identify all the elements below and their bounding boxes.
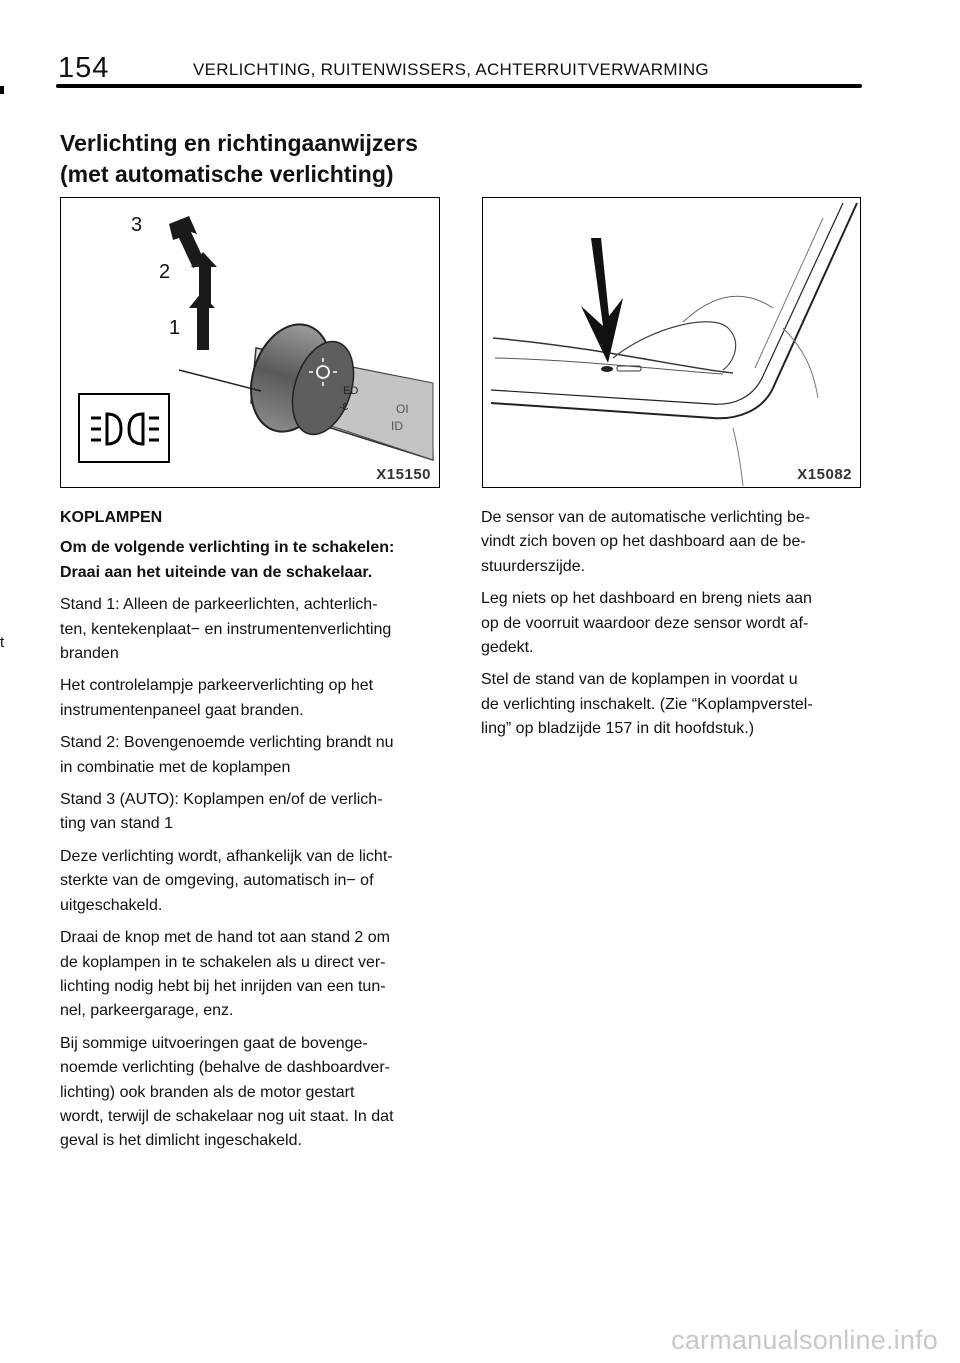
- paragraph: Stand 3 (AUTO): Koplampen en/of de verlich- ting van stand 1: [60, 791, 383, 833]
- paragraph: De sensor van de automatische verlichting be- vindt zich boven op het dashboard aan de be- stuurderszijde.: [481, 509, 811, 575]
- right-column: [481, 506, 863, 750]
- instruction-text: Om de volgende verlichting in te schakelen: Draai aan het uiteinde van de schakelaar.: [60, 539, 395, 581]
- paragraph: Draai de knop met de hand tot aan stand 2 om de koplampen in te schakelen als u direct ver- lichting nodig hebt bij het inrijden van een tun- nel, parkeergarage, enz.: [60, 929, 390, 1020]
- paragraph: Stel de stand van de koplampen in voordat u de verlichting inschakelt. (Zie “Koplampverstel- ling” op bladzijde 157 in dit hoofdstuk.): [481, 671, 813, 738]
- left-column: [60, 506, 442, 1162]
- figure-dashboard-sensor: [482, 197, 861, 488]
- paragraph: Het controlelampje parkeerverlichting op het instrumentenpaneel gaat branden.: [60, 677, 374, 719]
- svg-text:OI: OI: [396, 402, 409, 416]
- arrow-label-3: 3: [131, 214, 143, 236]
- arrow-label-2: 2: [159, 261, 171, 283]
- margin-mark: [0, 86, 4, 94]
- light-switch-illustration: [61, 198, 439, 487]
- section-title: Verlichting en richtingaanwijzers (met automatische verlichting): [60, 130, 418, 187]
- header-rule: [56, 84, 862, 88]
- figure-code: X15082: [797, 466, 852, 483]
- page-number: 154: [58, 52, 110, 84]
- running-header: VERLICHTING, RUITENWISSERS, ACHTERRUITVERWARMING: [193, 60, 709, 79]
- sensor-dot: [601, 366, 613, 372]
- dashboard-sensor-illustration: [483, 198, 860, 487]
- watermark: carmanualsonline.info: [671, 1325, 938, 1355]
- paragraph: Bij sommige uitvoeringen gaat de bovenge- noemde verlichting (behalve de dashboardver- lichting) ook branden als de motor gestart wordt, terwijl de schakelaar nog uit staat. In dat geval is het dimlicht ingeschakeld.: [60, 1034, 394, 1150]
- svg-text:ED: ED: [343, 385, 359, 397]
- paragraph: Leg niets op het dashboard en breng niets aan op de voorruit waardoor deze sensor wordt af- gedekt.: [481, 590, 812, 657]
- paragraph: Deze verlichting wordt, afhankelijk van de licht- sterkte van de omgeving, automatisch in− of uitgeschakeld.: [60, 847, 393, 914]
- figure-code: X15150: [376, 466, 431, 483]
- arrow-label-1: 1: [169, 317, 181, 339]
- svg-text:ID: ID: [391, 419, 403, 433]
- subsection-heading: KOPLAMPEN: [60, 509, 163, 526]
- pointer-arrow-icon: [581, 238, 623, 363]
- figure-light-switch: [60, 197, 440, 488]
- paragraph: Stand 1: Alleen de parkeerlichten, achterlich- ten, kentekenplaat− en instrumentenverlichting branden: [60, 596, 392, 663]
- paragraph: Stand 2: Bovengenoemde verlichting brandt nu in combinatie met de koplampen: [60, 734, 394, 776]
- svg-text:-Ɛ: -Ɛ: [339, 402, 349, 413]
- margin-letter: t: [0, 634, 5, 651]
